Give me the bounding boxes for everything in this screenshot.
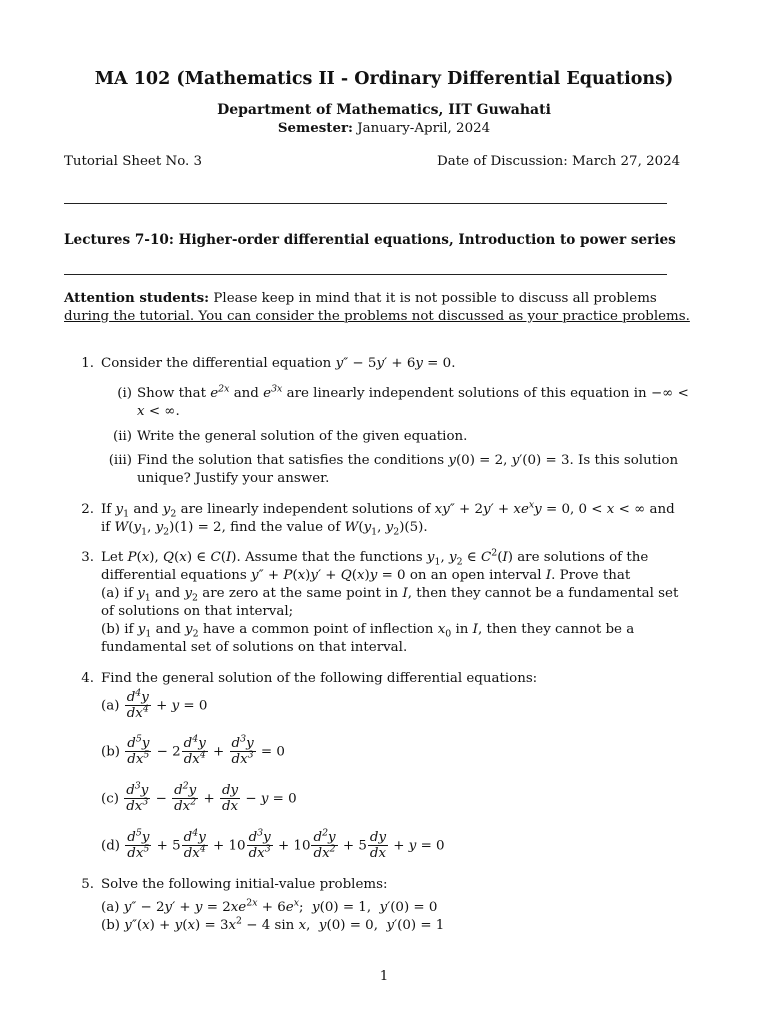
problem-2: If $y_1$ and $y_2$ are linearly independent solutions of $xy'' + 2y' + xe^xy = 0$, 0 < x < ∞ and bbox=[101, 499, 675, 520]
problem-1: Consider the differential equation y″ − 5y′ + 6y = 0. bbox=[101, 356, 456, 371]
problem-4c: (c) $\frac{d^3y}{dx^3}$ − $\frac{d^2y}{dx^2}$ + $\frac{dy}{dx}$ − y = 0 bbox=[101, 780, 297, 815]
semester-line bbox=[0, 120, 768, 138]
problem-1-i: Show that $e^{2x}$ and $e^{3x}$ are linearly independent solutions of this equation in −∞ < bbox=[137, 383, 689, 401]
document-page: MA 102 (Mathematics II - Ordinary Differential Equations) Department of Mathematics, IIT Guwahati Semester: January-April, 2024 Tutorial Sheet No. 3 Date of Discussion: March 27, 2024 Lectures 7-10: Higher-order differential equations, Introduction to power series Attention students: Please keep in mind that it is not possible to discuss all problems during the tutorial. You can consider the problems not discussed as your practice problems. 1. Consider the differential equation y″ − 5y′ + 6y = 0. (i) Show that $e^{2x}$ and $e^{3x}$ are linearly independent solutions of this equation in −∞ < x < ∞. (ii) Write the general solution of the given equation. (iii) Find the solution that satisfies the conditions y(0) = 2, y′(0) = 3. Is this solution unique? Justify your answer. 2. If $y_1$ and $y_2$ are linearly independent solutions of $xy'' + 2y' + xe^xy = 0$, 0 < x < ∞ and if $W(y_1$, $y_2)(1) = 2$, find the value of $W(y_1$, $y_2)(5)$. 3. Let P(x), Q(x) ∈ C(I). Assume that the functions $y_1$, $y_2$ ∈ $C^2(I)$ are solutions of the differential equations y″ + P(x)y′ + Q(x)y = 0 on an open interval I. Prove that (a) if $y_1$ and $y_2$ are zero at the same point in I, then they cannot be a fundamental set of solutions on that interval; (b) if $y_1$ and $y_2$ have a common point of inflection $x_0$ in I, then they cannot be a fundamental set of solutions on that interval. 4. Find the general solution of the following differential equations: (a) $\frac{d^4y}{dx^4}$ + y = 0 (b) $\frac{d^5y}{dx^5}$ − 2 $\frac{d^4y}{dx^4}$ + $\frac{d^3y}{dx^3}$ = 0 (c) $\frac{d^3y}{dx^3}$ − $\frac{d^2y}{dx^2}$ + $\frac{dy}{dx}$ − y = 0 (d) $\frac{d^5y}{dx^5}$ + 5 $\frac{d^4y}{dx^4}$ + 10 $\frac{d^3y}{dx^3}$ + 10 $\frac{d^2y}{dx^2}$ + 5 $\frac{dy}{dx}$ + y = 0 5. Solve the following initial-value problems: (a) $y'' - 2y' + y = 2xe^{2x} + 6e^x$; y(0) = 1, y′(0) = 0 (b) $y''(x) + y(x) = 3x^2 - 4$ sin x, y(0) = 0, y′(0) = 1 1 bbox=[0, 0, 768, 1024]
semester-label: Semester: bbox=[277, 120, 353, 136]
attention-text-2: during the tutorial. You can consider the problems not discussed as your practice problems. bbox=[64, 308, 690, 324]
course-title: MA 102 (Mathematics II - Ordinary Differential Equations) bbox=[94, 69, 674, 89]
department-name: Department of Mathematics, IIT Guwahati bbox=[217, 102, 551, 118]
attention-note bbox=[64, 290, 690, 325]
semester-value: January-April, 2024 bbox=[357, 121, 491, 136]
problem-4: Find the general solution of the following differential equations: bbox=[101, 671, 538, 686]
divider-bottom bbox=[64, 274, 667, 275]
problem-4a: (a) $\frac{d^4y}{dx^4}$ + y = 0 bbox=[101, 687, 208, 722]
page-number: 1 bbox=[379, 969, 389, 984]
problem-4d: (d) $\frac{d^5y}{dx^5}$ + 5 $\frac{d^4y}{dx^4}$ + 10 $\frac{d^3y}{dx^3}$ + 10 $\frac{d^2y}{dx^2}$ + 5 $\frac{dy}{dx}$ + y = 0 bbox=[101, 827, 445, 862]
problem-3: Let P(x), Q(x) ∈ C(I). Assume that the functions $y_1$, $y_2$ ∈ $C^2(I)$ are solutions of the bbox=[101, 547, 649, 568]
problem-5b: (b) $y''(x) + y(x) = 3x^2 - 4$ sin x, y(0) = 0, y′(0) = 1 bbox=[101, 915, 445, 933]
attention-text-1: Please keep in mind that it is not possible to discuss all problems bbox=[213, 291, 657, 306]
lectures-heading: Lectures 7-10: Higher-order differential equations, Introduction to power series bbox=[64, 232, 676, 248]
problem-1-iii: Find the solution that satisfies the conditions y(0) = 2, y′(0) = 3. Is this solution bbox=[137, 453, 679, 468]
problem-5a: (a) $y'' - 2y' + y = 2xe^{2x} + 6e^x$; y(0) = 1, y′(0) = 0 bbox=[101, 897, 438, 915]
problem-1-ii: Write the general solution of the given equation. bbox=[137, 429, 468, 444]
problem-4b: (b) $\frac{d^5y}{dx^5}$ − 2 $\frac{d^4y}{dx^4}$ + $\frac{d^3y}{dx^3}$ = 0 bbox=[101, 733, 285, 768]
divider-top bbox=[64, 203, 667, 204]
discussion-date: Date of Discussion: March 27, 2024 bbox=[437, 154, 681, 169]
problem-5: Solve the following initial-value problems: bbox=[101, 877, 388, 892]
attention-label: Attention students: bbox=[64, 290, 210, 306]
sheet-number: Tutorial Sheet No. 3 bbox=[64, 154, 203, 169]
